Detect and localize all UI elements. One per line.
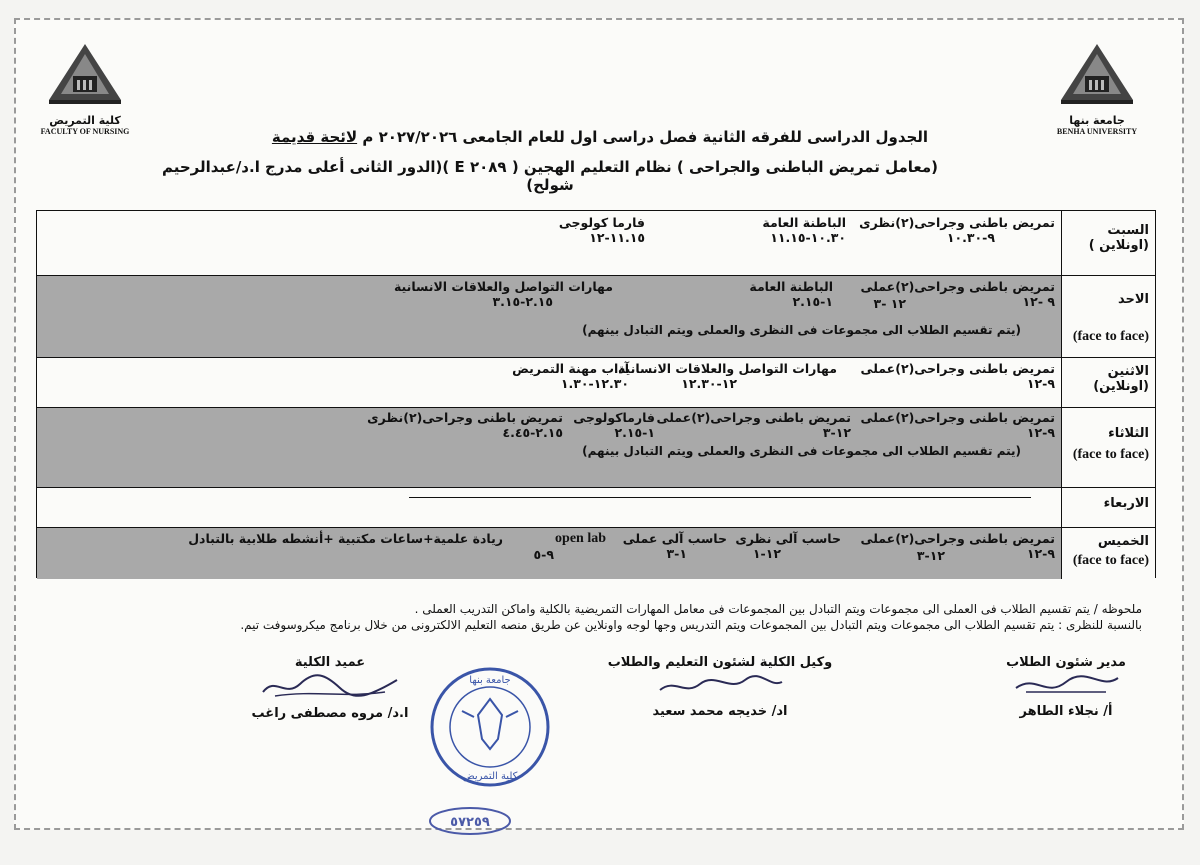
day-cell	[1061, 488, 1155, 527]
university-pyramid-logo-icon	[45, 40, 125, 108]
day-mode: (اونلاين )	[1088, 238, 1149, 253]
session-title: مهارات التواصل والعلاقات الانسانية	[393, 279, 613, 294]
session	[623, 531, 727, 561]
reference-number-stamp-icon	[428, 806, 512, 836]
handwritten-signature-icon	[255, 670, 405, 702]
session	[861, 531, 1055, 561]
day-label: السبت	[1107, 223, 1149, 238]
session	[859, 215, 1055, 245]
university-logo-caption-en: BENHA UNIVERSITY	[1056, 127, 1138, 136]
session-time: ٩-٥	[533, 547, 554, 562]
day-mode: (اونلاين)	[1093, 379, 1149, 394]
schedule-table	[36, 210, 1156, 578]
university-pyramid-logo-icon	[1057, 40, 1137, 108]
session-title: حاسب آلى نظرى	[735, 531, 841, 546]
session-time: ١١.١٥-١٢	[589, 230, 645, 245]
day-cell	[1061, 528, 1155, 579]
session	[861, 410, 1055, 440]
session	[762, 215, 846, 245]
document-subtitle: (معامل تمريض الباطنى والجراحى ) نظام التعليم الهجين ( ٢٠٨٩ E )(الدور الثانى أعلى مدرج ا.د/عبدالرحيم شولح)	[161, 158, 939, 194]
signature-role: مدير شئون الطلاب	[1006, 655, 1126, 670]
session-time: ١٢-١٢.٣٠	[681, 376, 737, 391]
note-theory: بالنسبة للنظرى : يتم تقسيم الطلاب الى مجموعات ويتم التبادل بين المجموعات ويتم التدريس وجها لوجه واونلاين عن طريق منصه التعليم الالكترونى من خلال برنامج ميكروسوفت تيم.	[240, 618, 1142, 632]
signature-name: ا.د/ مروه مصطفى راغب	[251, 706, 409, 721]
session-title: الباطنة العامة	[749, 279, 833, 294]
session-title: مهارات التواصل والعلاقات الانسانية	[617, 361, 837, 376]
session	[618, 361, 837, 391]
session	[512, 361, 629, 391]
faculty-logo-caption-en: FACULTY OF NURSING	[40, 127, 130, 136]
day-content	[37, 211, 1061, 275]
session-title: تمريض باطنى وجراحى(٢)عملى	[860, 410, 1055, 425]
session-time: ١-٣	[666, 546, 687, 561]
svg-text:كلية التمريض: كلية التمريض	[462, 771, 518, 782]
row-wednesday	[37, 488, 1155, 528]
session-time: ١٢.٣٠-١.٣٠	[560, 376, 629, 391]
session-title: تمريض باطنى وجراحى(٢)عملى	[656, 410, 851, 425]
day-mode: (face to face)	[1072, 447, 1149, 462]
day-mode: (face to face)	[1072, 553, 1149, 568]
session	[861, 361, 1055, 391]
day-cell	[1061, 276, 1155, 357]
signature-role: وكيل الكلية لشئون التعليم والطلاب	[607, 655, 833, 670]
row-thursday	[37, 528, 1155, 579]
session-time: ١٢-١	[752, 546, 781, 561]
day-content	[37, 488, 1061, 527]
session	[573, 410, 655, 440]
session	[534, 531, 606, 562]
session	[749, 279, 833, 309]
svg-text:٥٧٢٥٩: ٥٧٢٥٩	[450, 815, 490, 830]
day-content	[37, 528, 1061, 579]
session-title: تمريض باطنى وجراحى(٢)نظرى	[367, 410, 563, 425]
session-title: آداب مهنة التمريض	[512, 361, 629, 376]
row-monday	[37, 358, 1155, 408]
session-time: ١٢-٣	[822, 425, 851, 440]
svg-text:جامعة بنها: جامعة بنها	[469, 675, 511, 686]
session-title: تمريض باطنى وجراحى(٢)عملى	[860, 531, 1055, 546]
session-time: ٩-١٠.٣٠	[946, 230, 995, 245]
session-time: ١٠.٣٠-١١.١٥	[770, 230, 846, 245]
day-cell	[1061, 358, 1155, 407]
session-title: الباطنة العامة	[762, 215, 846, 230]
session	[657, 410, 851, 440]
day-label: الثلاثاء	[1108, 426, 1149, 441]
session-title: حاسب آلى عملى	[622, 531, 727, 546]
day-cell	[1061, 408, 1155, 487]
faculty-logo	[40, 40, 130, 136]
day-content	[37, 276, 1061, 357]
handwritten-signature-icon	[1006, 670, 1126, 700]
session-time: ١-٢.١٥	[792, 294, 833, 309]
empty-day-line	[409, 497, 1031, 498]
session-time: ١٢-٣	[916, 548, 945, 563]
session	[367, 410, 563, 440]
session-title: تمريض باطنى وجراحى(٢)نظرى	[859, 215, 1055, 230]
university-logo	[1052, 40, 1142, 136]
session-time: ٢.١٥-٣.١٥	[492, 294, 553, 309]
session-title: open lab	[555, 531, 606, 546]
official-seal-icon	[428, 665, 552, 789]
session	[559, 215, 645, 245]
session-title: فارما كولوجى	[558, 215, 645, 230]
session-title: تمريض باطنى وجراحى(٢)عملى	[860, 361, 1055, 376]
signature-role: عميد الكلية	[294, 655, 366, 670]
note-practical: ملحوظه / يتم تقسيم الطلاب فى العملى الى مجموعات ويتم التبادل بين المجموعات فى معامل المهارات التمريضية بالكلية واماكن التدريب العملى .	[414, 602, 1142, 616]
day-content	[37, 358, 1061, 407]
session-time: ٢.١٥-٤.٤٥	[502, 425, 563, 440]
signature-name: أ/ نجلاء الطاهر	[1019, 704, 1113, 719]
signature-vice-dean	[590, 655, 850, 719]
day-label: الاربعاء	[1103, 496, 1149, 511]
handwritten-signature-icon	[650, 670, 790, 700]
day-label: الخميس	[1097, 534, 1149, 549]
day-content	[37, 408, 1061, 487]
group-note: (يتم تقسيم الطلاب الى مجموعات فى النظرى والعملى ويتم التبادل بينهم)	[582, 323, 1021, 337]
signature-name: اد/ خديجه محمد سعيد	[652, 704, 788, 719]
row-tuesday	[37, 408, 1155, 488]
day-label: الاحد	[1117, 292, 1149, 307]
session-time: ٩ -١٢	[1022, 294, 1055, 309]
session	[394, 279, 613, 309]
session-time: ١-٢.١٥	[614, 425, 655, 440]
session	[735, 531, 841, 561]
session-time: ٩-١٢	[1026, 376, 1055, 391]
session-title: ريادة علمية+ساعات مكتبية +أنشطه طلابية بالتبادل	[188, 531, 503, 546]
day-mode: (face to face)	[1072, 329, 1149, 344]
session-time: ١٢ -٣	[873, 296, 906, 311]
group-note: (يتم تقسيم الطلاب الى مجموعات فى النظرى والعملى ويتم التبادل بينهم)	[582, 444, 1021, 458]
day-cell	[1061, 211, 1155, 275]
session-time: ٩-١٢	[1026, 546, 1055, 561]
row-sunday	[37, 276, 1155, 358]
day-label: الاثنين	[1107, 364, 1149, 379]
university-logo-caption-ar: جامعة بنها	[1069, 114, 1125, 127]
session-title: تمريض باطنى وجراحى(٢)عملى	[860, 279, 1055, 294]
signature-student-affairs	[976, 655, 1156, 719]
session-title: فارماكولوجى	[573, 410, 655, 425]
faculty-logo-caption-ar: كلية التمريض	[49, 114, 121, 127]
signature-dean	[230, 655, 430, 721]
row-saturday	[37, 211, 1155, 276]
notes	[42, 601, 1142, 633]
session-time: ٩-١٢	[1026, 425, 1055, 440]
title-main: الجدول الدراسى للفرقه الثانية فصل دراسى اول للعام الجامعى ٢٠٢٧/٢٠٢٦ م	[362, 128, 929, 146]
title-regulation: لائحة قديمة	[271, 128, 358, 146]
document-title	[250, 128, 950, 146]
